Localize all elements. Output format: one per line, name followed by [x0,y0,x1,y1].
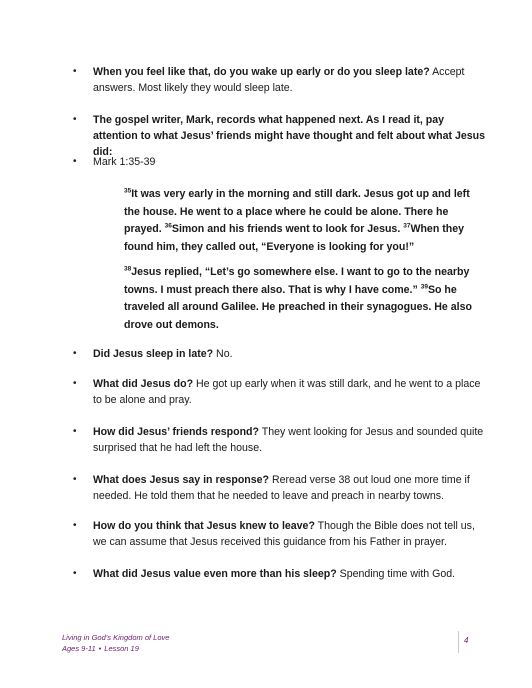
verse-text: When they found him, they called out, “Everyone is looking for you!” [124,223,465,253]
bullet: • [73,520,77,531]
verse-text: So he traveled all around Galilee. He preached in their synagogues. He also drove out demons. [124,283,472,331]
answer-text: Spending time with God. [336,568,456,580]
answer-text: No. [213,348,233,360]
list-item [73,376,489,408]
list-item [73,472,489,504]
list-item [73,112,489,160]
bullet: • [73,474,77,485]
scripture-passage-1 [124,186,474,256]
footer-divider [458,631,459,653]
bullet: • [73,568,77,579]
list-item [73,346,489,362]
bullet: • [73,426,77,437]
question-text: How do you think that Jesus knew to leave? [93,520,315,532]
bullet: • [73,378,77,389]
question-text: How did Jesus’ friends respond? [93,426,259,438]
list-item [73,154,489,170]
answer-text: Reread verse 38 out loud one more time if needed. He told them that he needed to leave and preach in nearby towns. [93,474,470,502]
verse-text: Simon and his friends went to look for Jesus. [171,223,404,235]
question-text: What did Jesus do? [93,378,194,390]
question-text: The gospel writer, Mark, records what happened next. As I read it, pay attention to what Jesus’ friends might have thought and felt about what Jesus did: [93,114,486,158]
bullet: • [73,66,77,77]
verse-text: Jesus replied, “Let’s go somewhere else. I want to go to the nearby towns. I must preach there also. That is why I have come.” [124,266,470,296]
bullet: • [73,114,77,125]
footer-ages: Ages 9-11 [62,644,96,653]
footer-separator: • [98,644,102,653]
verse-number: 37 [403,222,411,230]
bullet: • [73,156,77,167]
verse-text: It was very early in the morning and still dark. Jesus got up and left the house. He went to a place where he could be alone. There he prayed. [124,188,470,235]
list-item [73,424,489,456]
question-text: What does Jesus say in response? [93,474,270,486]
list-item [73,64,489,96]
footer-series-title: Living in God’s Kingdom of Love [62,633,170,642]
question-text: When you feel like that, do you wake up early or do you sleep late? [93,66,430,78]
verse-number: 35 [124,187,132,195]
bullet: • [73,348,77,359]
list-item [73,518,489,550]
list-item [73,566,489,582]
answer-text: Though the Bible does not tell us, we can assume that Jesus received this guidance from his Father in prayer. [93,520,475,548]
scripture-passage-2 [124,264,474,334]
question-text: Did Jesus sleep in late? [93,348,214,360]
answer-text: He got up early when it was still dark, and he went to a place to be alone and pray. [93,378,481,406]
footer-lesson-info [62,643,169,654]
scripture-reference: Mark 1:35-39 [93,156,156,168]
page-number: 4 [464,636,469,645]
verse-number: 39 [420,282,428,290]
footer-lesson: Lesson 19 [104,644,139,653]
question-text: What did Jesus value even more than his sleep? [93,568,337,580]
answer-text: They went looking for Jesus and sounded quite surprised that he had left the house. [93,426,484,454]
verse-number: 36 [164,222,172,230]
answer-text: Accept answers. Most likely they would sleep late. [93,66,465,94]
verse-number: 38 [124,265,132,273]
page-footer [62,632,169,654]
